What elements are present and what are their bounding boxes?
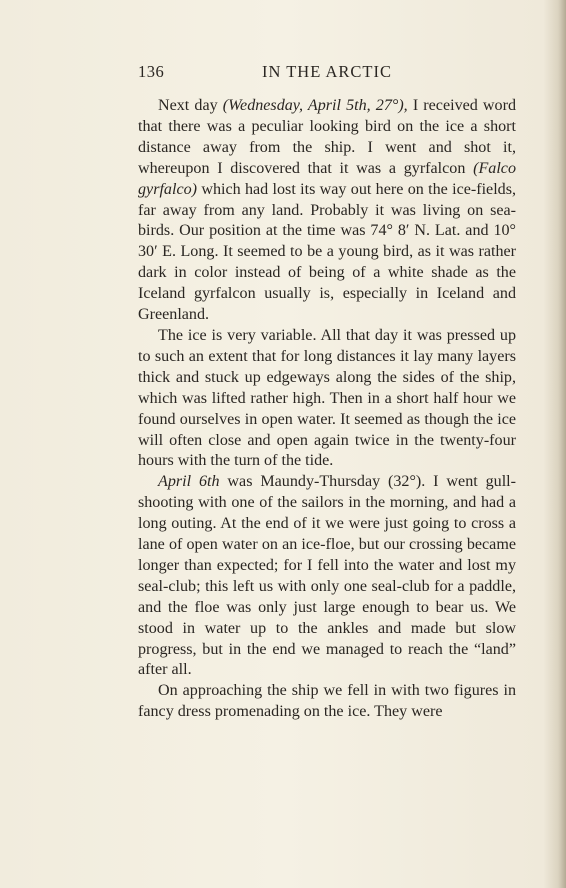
paragraph [138, 326, 516, 472]
text-segment: was Maundy-Thursday (32°). I went gull-shooting with one of the sailors in the morning, and had a long outing. At the end of it we were just going to cross a lane of open water on an ice-floe, but our crossing became longer than expected; for I fell into the water and lost my seal-club; this left us with only one seal-club for a paddle, and the floe was only just large enough to bear us. We stood in water up to the ankles and made but slow progress, but in the end we managed to reach the “land” after all. [138, 473, 516, 679]
italic-segment: April 6th [158, 473, 220, 491]
paragraph [138, 472, 516, 681]
italic-segment: (Wednesday, April 5th, 27°), [222, 97, 408, 114]
paragraph [138, 96, 516, 326]
page-edge-shadow [558, 0, 566, 888]
text-segment: The ice is very variable. All that day it was pressed up to such an extent that for long distances it lay many layers thick and stuck up edgeways along the sides of the ship, which was lifted rather high. Then in a short half hour we found ourselves in open water. It seemed as though the ice will often close and open again twice in the twenty-four hours with the turn of the tide. [138, 326, 516, 470]
body-text [138, 96, 516, 723]
page-number: 136 [138, 62, 165, 81]
text-segment: On approaching the ship we fell in with two figures in fancy dress promenading on the ice. They were [138, 682, 516, 721]
text-segment: which had lost its way out here on the ice-fields, far away from any land. Probably it was living on sea-birds. Our position at the time was 74° 8′ N. Lat. and 10° 30′ E. Long. It seemed to be a young bird, as it was rather dark in color instead of being of a white shade as the Iceland gyrfalcon usually is, especially in Iceland and Greenland. [138, 180, 516, 324]
text-segment: Next day [158, 97, 223, 114]
running-title: IN THE ARCTIC [261, 62, 393, 81]
italic-segment: (Falco gyrfalco) [138, 159, 516, 198]
paragraph [138, 681, 516, 723]
page-header [138, 62, 516, 84]
text-segment: I received word that there was a peculiar looking bird on the ice a short distance away from the ship. I went and shot it, whereupon I discovered that it was a gyrfalcon [138, 97, 516, 177]
